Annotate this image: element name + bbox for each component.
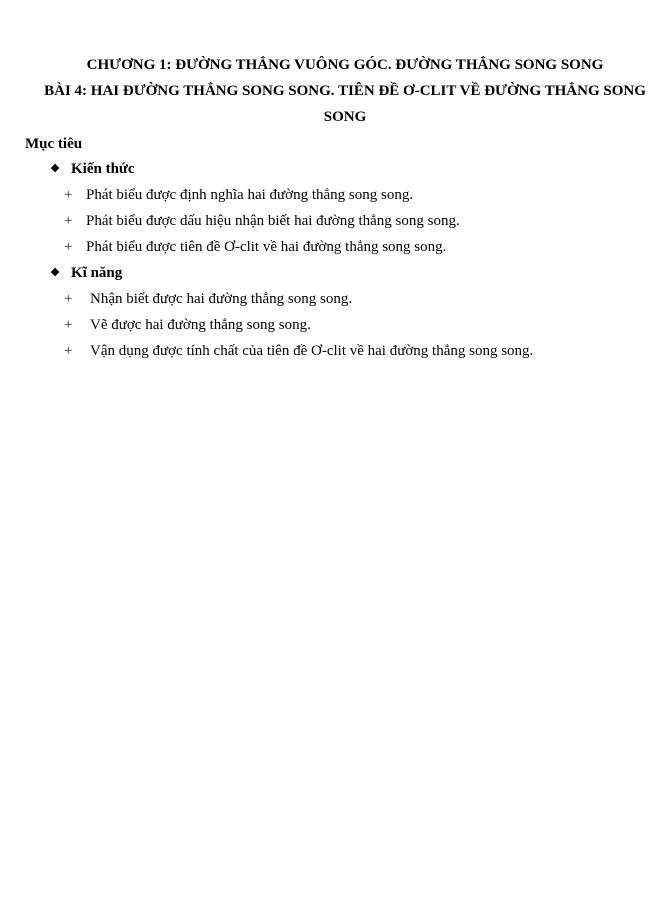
plus-bullet-icon: +: [64, 343, 73, 359]
skills-item: [64, 288, 352, 310]
knowledge-item-text: Phát biểu được dấu hiệu nhận biết hai đường thẳng song song.: [86, 213, 460, 229]
knowledge-item-text: Phát biểu được định nghĩa hai đường thẳng song song.: [86, 187, 414, 203]
plus-bullet-icon: +: [64, 213, 73, 229]
lesson-title: BÀI 4: HAI ĐƯỜNG THẲNG SONG SONG. TIÊN ĐỀ Ơ-CLIT VỀ ĐƯỜNG THẲNG SONG: [44, 83, 646, 99]
knowledge-item: [64, 236, 446, 258]
diamond-bullet-icon: ❖: [50, 163, 60, 175]
lesson-title-continuation: SONG: [323, 109, 367, 125]
plus-bullet-icon: +: [64, 317, 73, 333]
knowledge-subheading: [48, 158, 135, 180]
plus-bullet-icon: +: [64, 187, 73, 203]
plus-bullet-icon: +: [64, 239, 73, 255]
chapter-title: CHƯƠNG 1: ĐƯỜNG THẲNG VUÔNG GÓC. ĐƯỜNG THẲNG SONG SONG: [86, 57, 604, 73]
skills-item-text: Vận dụng được tính chất của tiên đề Ơ-clit về hai đường thẳng song song.: [90, 343, 534, 359]
skills-subheading-label: Kĩ năng: [71, 265, 123, 281]
objectives-heading: Mục tiêu: [25, 136, 83, 152]
diamond-bullet-icon: ❖: [50, 267, 60, 279]
skills-item: [64, 340, 533, 362]
knowledge-item: [64, 184, 413, 206]
knowledge-item: [64, 210, 460, 232]
skills-item-text: Nhận biết được hai đường thẳng song song.: [90, 291, 353, 307]
knowledge-item-text: Phát biểu được tiên đề Ơ-clit về hai đường thẳng song song.: [86, 239, 447, 255]
skills-item: [64, 314, 311, 336]
plus-bullet-icon: +: [64, 291, 73, 307]
skills-item-text: Vẽ được hai đường thẳng song song.: [90, 317, 311, 333]
knowledge-subheading-label: Kiến thức: [71, 161, 135, 177]
skills-subheading: [48, 262, 122, 284]
